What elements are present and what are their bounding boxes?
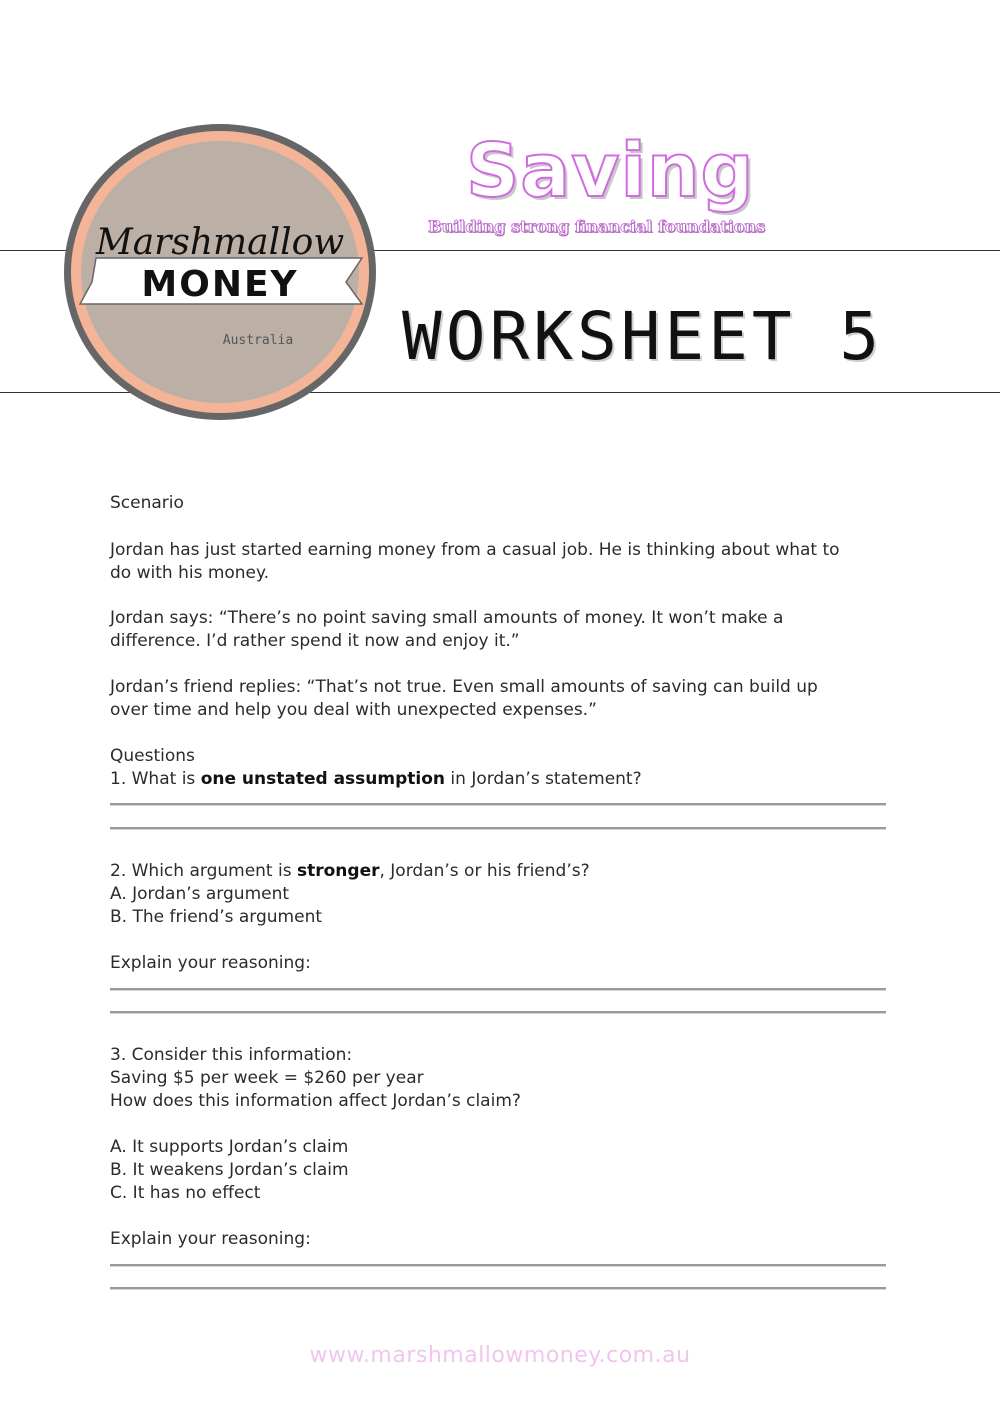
scenario-p2-line2: difference. I’d rather spend it now and enjoy it.” [110,631,520,651]
question-1: 1. What is one unstated assumption in Jordan’s statement? [110,769,642,789]
scenario-p3-line2: over time and help you deal with unexpected expenses.” [110,700,597,720]
question-2-option-b: B. The friend’s argument [110,907,323,927]
page-title: Saving [466,128,755,214]
question-2: 2. Which argument is stronger, Jordan’s or his friend’s? [110,861,590,881]
answer-line[interactable] [110,1287,886,1290]
page-subtitle: Building strong financial foundations [428,217,766,236]
scenario-p2-line1: Jordan says: “There’s no point saving small amounts of money. It won’t make a [110,608,784,628]
scenario-p3-line1: Jordan’s friend replies: “That’s not true. Even small amounts of saving can build up [110,677,818,697]
answer-line[interactable] [110,827,886,830]
logo-line1: Marshmallow [95,222,345,263]
answer-line[interactable] [110,988,886,991]
answer-line[interactable] [110,1011,886,1014]
marshmallow-money-logo [62,122,378,422]
question-2-explain: Explain your reasoning: [110,953,311,973]
footer-website[interactable]: www.marshmallowmoney.com.au [309,1343,691,1368]
question-2-option-a: A. Jordan’s argument [110,884,290,904]
answer-line[interactable] [110,803,886,806]
question-3-option-a: A. It supports Jordan’s claim [110,1137,349,1157]
scenario-p1-line2: do with his money. [110,563,270,583]
question-3-explain: Explain your reasoning: [110,1229,311,1249]
scenario-p1-line1: Jordan has just started earning money from a casual job. He is thinking about what to [110,540,840,560]
logo-line2: MONEY [141,264,299,305]
worksheet-number: WORKSHEET 5 [402,298,884,375]
scenario-heading: Scenario [110,493,184,513]
answer-line[interactable] [110,1264,886,1267]
question-3-option-c: C. It has no effect [110,1183,261,1203]
question-1-emphasis: one unstated assumption [200,769,446,789]
question-3-line2: Saving $5 per week = $260 per year [110,1068,424,1088]
question-3-line3: How does this information affect Jordan’s claim? [110,1091,521,1111]
question-3-line1: 3. Consider this information: [110,1045,353,1065]
question-2-emphasis: stronger [296,861,380,881]
questions-heading: Questions [110,746,195,766]
question-3-option-b: B. It weakens Jordan’s claim [110,1160,349,1180]
logo-line3: Australia [222,333,294,348]
